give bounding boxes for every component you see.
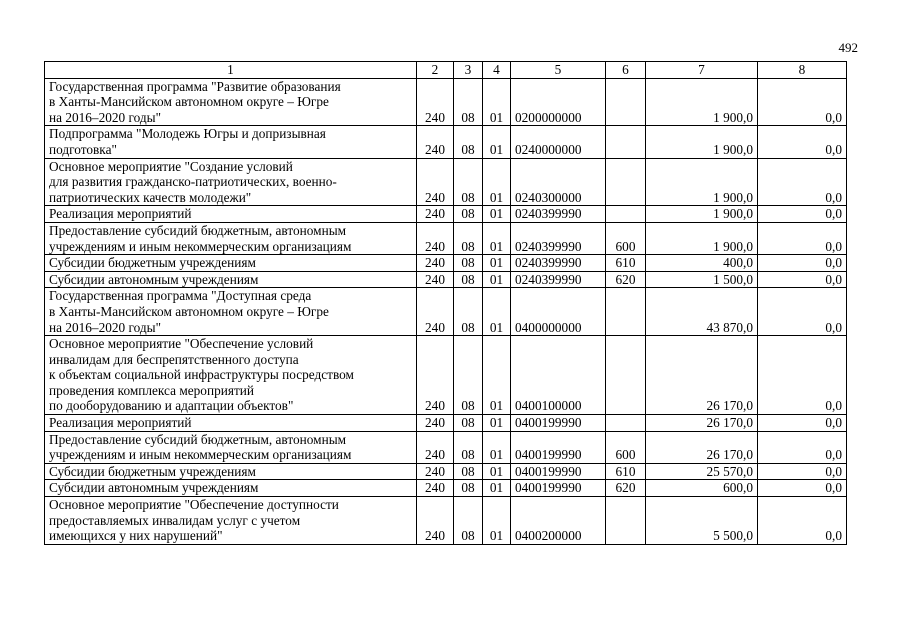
code-cell: 240 <box>417 126 454 158</box>
table-body <box>45 78 847 544</box>
expense-type-cell: 610 <box>606 255 646 272</box>
section-cell: 08 <box>454 415 483 432</box>
target-article-cell: 0240000000 <box>511 126 606 158</box>
table-row <box>45 497 847 545</box>
section-cell: 08 <box>454 497 483 545</box>
subsection-cell: 01 <box>483 288 511 336</box>
subsection-cell: 01 <box>483 271 511 288</box>
row-name-cell: Основное мероприятие "Обеспечение условий инвалидам для беспрепятственного доступа к объектам социальной инфраструктуры посредством проведения комплекса мероприятий по дооборудованию и адаптации объектов" <box>45 336 417 415</box>
subsection-cell: 01 <box>483 78 511 126</box>
amount-cell: 0,0 <box>758 271 847 288</box>
row-name-cell: Реализация мероприятий <box>45 206 417 223</box>
target-article-cell: 0400100000 <box>511 336 606 415</box>
section-cell: 08 <box>454 158 483 206</box>
row-name-cell: Государственная программа "Развитие образования в Ханты-Мансийском автономном округе – Югре на 2016–2020 годы" <box>45 78 417 126</box>
budget-table <box>44 61 847 545</box>
amount-cell: 400,0 <box>646 255 758 272</box>
amount-cell: 0,0 <box>758 158 847 206</box>
row-name-cell: Реализация мероприятий <box>45 415 417 432</box>
section-cell: 08 <box>454 431 483 463</box>
subsection-cell: 01 <box>483 497 511 545</box>
table-row <box>45 255 847 272</box>
amount-cell: 1 900,0 <box>646 78 758 126</box>
row-name-cell: Основное мероприятие "Обеспечение доступности предоставляемых инвалидам услуг с учетом имеющихся у них нарушений" <box>45 497 417 545</box>
amount-cell: 0,0 <box>758 78 847 126</box>
subsection-cell: 01 <box>483 222 511 254</box>
code-cell: 240 <box>417 158 454 206</box>
expense-type-cell: 610 <box>606 463 646 480</box>
page-number: 492 <box>838 40 858 55</box>
expense-type-cell <box>606 126 646 158</box>
subsection-cell: 01 <box>483 480 511 497</box>
amount-cell: 1 500,0 <box>646 271 758 288</box>
subsection-cell: 01 <box>483 126 511 158</box>
section-cell: 08 <box>454 288 483 336</box>
row-name-cell: Субсидии автономным учреждениям <box>45 480 417 497</box>
table-row <box>45 271 847 288</box>
amount-cell: 0,0 <box>758 206 847 223</box>
amount-cell: 0,0 <box>758 497 847 545</box>
expense-type-cell <box>606 78 646 126</box>
code-cell: 240 <box>417 288 454 336</box>
header-cell: 3 <box>454 62 483 79</box>
table-row <box>45 126 847 158</box>
target-article-cell: 0240399990 <box>511 222 606 254</box>
table-row <box>45 78 847 126</box>
target-article-cell: 0400200000 <box>511 497 606 545</box>
code-cell: 240 <box>417 497 454 545</box>
amount-cell: 0,0 <box>758 255 847 272</box>
target-article-cell: 0400199990 <box>511 431 606 463</box>
section-cell: 08 <box>454 206 483 223</box>
target-article-cell: 0400199990 <box>511 463 606 480</box>
amount-cell: 0,0 <box>758 463 847 480</box>
header-cell: 8 <box>758 62 847 79</box>
section-cell: 08 <box>454 271 483 288</box>
row-name-cell: Государственная программа "Доступная среда в Ханты-Мансийском автономном округе – Югре на 2016–2020 годы" <box>45 288 417 336</box>
amount-cell: 600,0 <box>646 480 758 497</box>
code-cell: 240 <box>417 480 454 497</box>
target-article-cell: 0400199990 <box>511 415 606 432</box>
code-cell: 240 <box>417 336 454 415</box>
header-cell: 1 <box>45 62 417 79</box>
header-cell: 4 <box>483 62 511 79</box>
header-cell: 7 <box>646 62 758 79</box>
target-article-cell: 0400000000 <box>511 288 606 336</box>
table-row <box>45 431 847 463</box>
subsection-cell: 01 <box>483 206 511 223</box>
amount-cell: 1 900,0 <box>646 126 758 158</box>
code-cell: 240 <box>417 206 454 223</box>
section-cell: 08 <box>454 336 483 415</box>
section-cell: 08 <box>454 480 483 497</box>
code-cell: 240 <box>417 78 454 126</box>
amount-cell: 1 900,0 <box>646 222 758 254</box>
row-name-cell: Предоставление субсидий бюджетным, автономным учреждениям и иным некоммерческим организациям <box>45 222 417 254</box>
table-row <box>45 222 847 254</box>
expense-type-cell: 600 <box>606 431 646 463</box>
amount-cell: 26 170,0 <box>646 336 758 415</box>
section-cell: 08 <box>454 463 483 480</box>
expense-type-cell <box>606 497 646 545</box>
code-cell: 240 <box>417 463 454 480</box>
amount-cell: 0,0 <box>758 288 847 336</box>
header-cell: 6 <box>606 62 646 79</box>
row-name-cell: Подпрограмма "Молодежь Югры и допризывная подготовка" <box>45 126 417 158</box>
subsection-cell: 01 <box>483 255 511 272</box>
code-cell: 240 <box>417 222 454 254</box>
table-row <box>45 415 847 432</box>
amount-cell: 0,0 <box>758 415 847 432</box>
expense-type-cell <box>606 158 646 206</box>
target-article-cell: 0240399990 <box>511 271 606 288</box>
table-row <box>45 158 847 206</box>
target-article-cell: 0240399990 <box>511 206 606 223</box>
target-article-cell: 0240399990 <box>511 255 606 272</box>
section-cell: 08 <box>454 126 483 158</box>
amount-cell: 0,0 <box>758 336 847 415</box>
subsection-cell: 01 <box>483 158 511 206</box>
amount-cell: 25 570,0 <box>646 463 758 480</box>
code-cell: 240 <box>417 415 454 432</box>
expense-type-cell <box>606 415 646 432</box>
amount-cell: 0,0 <box>758 126 847 158</box>
subsection-cell: 01 <box>483 415 511 432</box>
header-cell: 2 <box>417 62 454 79</box>
expense-type-cell: 620 <box>606 271 646 288</box>
expense-type-cell: 620 <box>606 480 646 497</box>
row-name-cell: Субсидии бюджетным учреждениям <box>45 255 417 272</box>
amount-cell: 0,0 <box>758 431 847 463</box>
expense-type-cell <box>606 288 646 336</box>
target-article-cell: 0400199990 <box>511 480 606 497</box>
amount-cell: 26 170,0 <box>646 431 758 463</box>
header-row <box>45 62 847 79</box>
section-cell: 08 <box>454 222 483 254</box>
amount-cell: 26 170,0 <box>646 415 758 432</box>
table-header <box>45 62 847 79</box>
expense-type-cell: 600 <box>606 222 646 254</box>
target-article-cell: 0240300000 <box>511 158 606 206</box>
table-row <box>45 480 847 497</box>
expense-type-cell <box>606 206 646 223</box>
code-cell: 240 <box>417 271 454 288</box>
subsection-cell: 01 <box>483 336 511 415</box>
amount-cell: 5 500,0 <box>646 497 758 545</box>
target-article-cell: 0200000000 <box>511 78 606 126</box>
code-cell: 240 <box>417 431 454 463</box>
table-row <box>45 206 847 223</box>
row-name-cell: Основное мероприятие "Создание условий для развития гражданско-патриотических, военно- патриотических качеств молодежи" <box>45 158 417 206</box>
code-cell: 240 <box>417 255 454 272</box>
header-cell: 5 <box>511 62 606 79</box>
amount-cell: 0,0 <box>758 222 847 254</box>
amount-cell: 0,0 <box>758 480 847 497</box>
amount-cell: 43 870,0 <box>646 288 758 336</box>
subsection-cell: 01 <box>483 463 511 480</box>
row-name-cell: Субсидии автономным учреждениям <box>45 271 417 288</box>
row-name-cell: Предоставление субсидий бюджетным, автономным учреждениям и иным некоммерческим организациям <box>45 431 417 463</box>
row-name-cell: Субсидии бюджетным учреждениям <box>45 463 417 480</box>
expense-type-cell <box>606 336 646 415</box>
table-row <box>45 336 847 415</box>
section-cell: 08 <box>454 255 483 272</box>
amount-cell: 1 900,0 <box>646 158 758 206</box>
table-row <box>45 288 847 336</box>
section-cell: 08 <box>454 78 483 126</box>
subsection-cell: 01 <box>483 431 511 463</box>
table-row <box>45 463 847 480</box>
amount-cell: 1 900,0 <box>646 206 758 223</box>
